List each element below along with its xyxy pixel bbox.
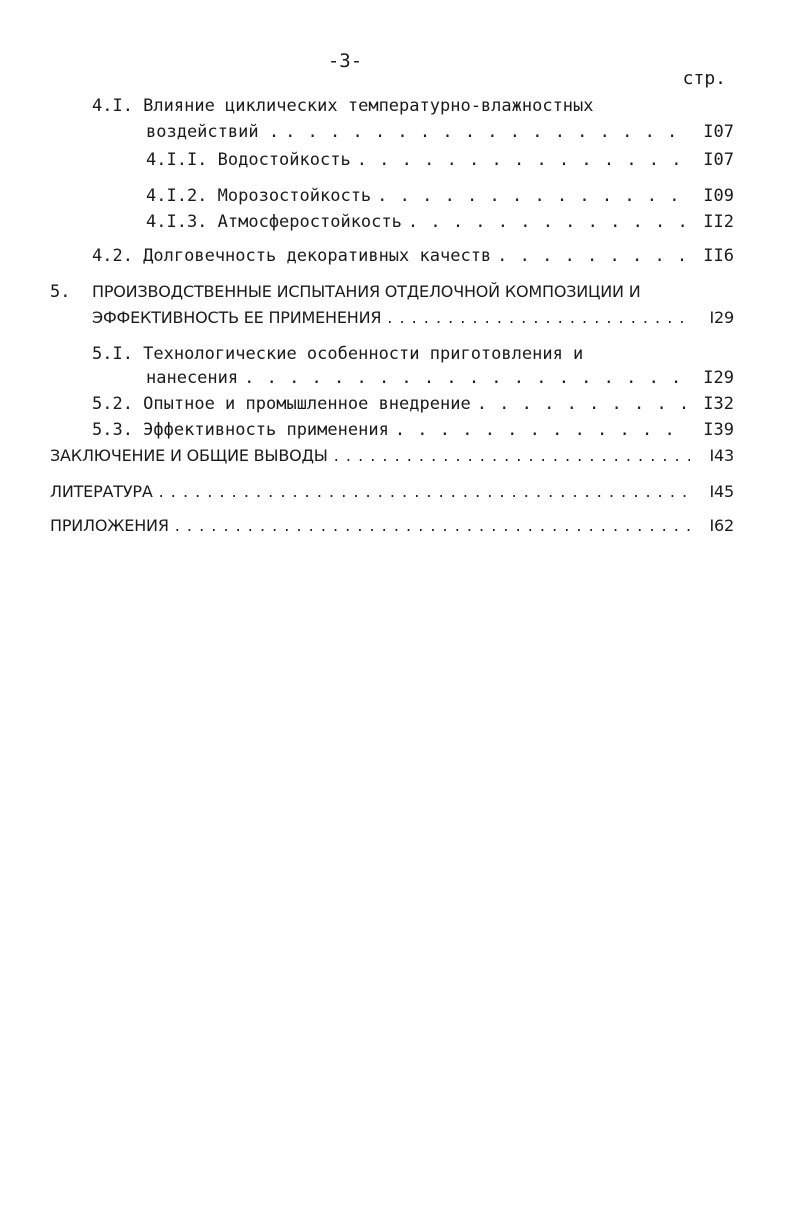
toc-entry-literature-title: ЛИТЕРАТУРА [50, 482, 153, 501]
toc-entry-5-title-line2: ЭФФЕКТИВНОСТЬ ЕЕ ПРИМЕНЕНИЯ [92, 308, 382, 327]
toc-entry-4-1-2 [146, 184, 734, 208]
toc-leader-dots [285, 120, 690, 144]
toc-entry-5-3-title: 5.3. Эффективность применения [92, 420, 389, 440]
toc-entry-5-1-title-line2: нанесения [146, 368, 239, 388]
toc-leader-dots [159, 480, 690, 504]
toc-entry-4-1-1-title: 4.I.I. Водостойкость [146, 150, 351, 170]
toc-entry-4-1-3 [146, 210, 734, 234]
toc-entry-4-2 [92, 244, 734, 268]
toc-entry-4-1-page: I07 [703, 122, 734, 142]
toc-leader-dots [357, 148, 690, 172]
toc-entry-appendix-title: ПРИЛОЖЕНИЯ [50, 516, 169, 535]
toc-entry-5-number: 5. [50, 282, 71, 302]
toc-entry-5-3-page: I39 [703, 420, 734, 440]
toc-entry-4-1-1-page: I07 [703, 150, 734, 170]
toc-entry-5-title-line1: ПРОИЗВОДСТВЕННЫЕ ИСПЫТАНИЯ ОТДЕЛОЧНОЙ КОМПОЗИЦИИ И [92, 282, 641, 301]
toc-entry-appendix-page: I62 [709, 516, 734, 535]
toc-leader-dots [497, 244, 690, 268]
toc-leader-dots [175, 514, 690, 538]
toc-entry-5 [92, 306, 734, 330]
toc-entry-literature [50, 480, 734, 504]
toc-leader-dots [334, 444, 690, 468]
toc-entry-5-3 [92, 418, 734, 442]
toc-entry-4-2-title: 4.2. Долговечность декоративных качеств [92, 246, 492, 266]
toc-entry-4-1 [146, 120, 734, 144]
toc-entry-appendix [50, 514, 734, 538]
toc-leader-dots [408, 210, 690, 234]
page-number: -3- [327, 50, 363, 72]
toc-leader-dots [395, 418, 690, 442]
page-column-label: стр. [682, 68, 726, 89]
toc-entry-4-1-2-page: I09 [703, 186, 734, 206]
toc-leader-dots [387, 306, 690, 330]
toc-leader-dots [244, 366, 690, 390]
toc-entry-5-2-page: I32 [703, 394, 734, 414]
toc-entry-5-2-title: 5.2. Опытное и промышленное внедрение [92, 394, 471, 414]
toc-entry-5-1-page: I29 [703, 368, 734, 388]
toc-entry-5-1-title-line1: 5.I. Технологические особенности приготовления и [92, 344, 584, 364]
toc-leader-dots [477, 392, 690, 416]
toc-entry-4-1-title-line1: 4.I. Влияние циклических температурно-влажностных [92, 96, 594, 116]
toc-entry-5-page: I29 [709, 308, 734, 327]
toc-entry-4-1-3-page: II2 [703, 212, 734, 232]
toc-entry-conclusion-title: ЗАКЛЮЧЕНИЕ И ОБЩИЕ ВЫВОДЫ [50, 446, 328, 465]
toc-entry-5-1 [146, 366, 734, 390]
toc-entry-5-2 [92, 392, 734, 416]
toc-entry-conclusion-page: I43 [709, 446, 734, 465]
toc-entry-4-1-2-title: 4.I.2. Морозостойкость [146, 186, 372, 206]
toc-entry-literature-page: I45 [709, 482, 734, 501]
toc-entry-4-1-3-title: 4.I.3. Атмосферостойкость [146, 212, 402, 232]
toc-entry-4-1-1 [146, 148, 734, 172]
toc-entry-4-2-page: II6 [703, 246, 734, 266]
toc-entry-conclusion [50, 444, 734, 468]
toc-entry-4-1-title-line2: воздействий . [146, 122, 280, 142]
toc-leader-dots [377, 184, 690, 208]
